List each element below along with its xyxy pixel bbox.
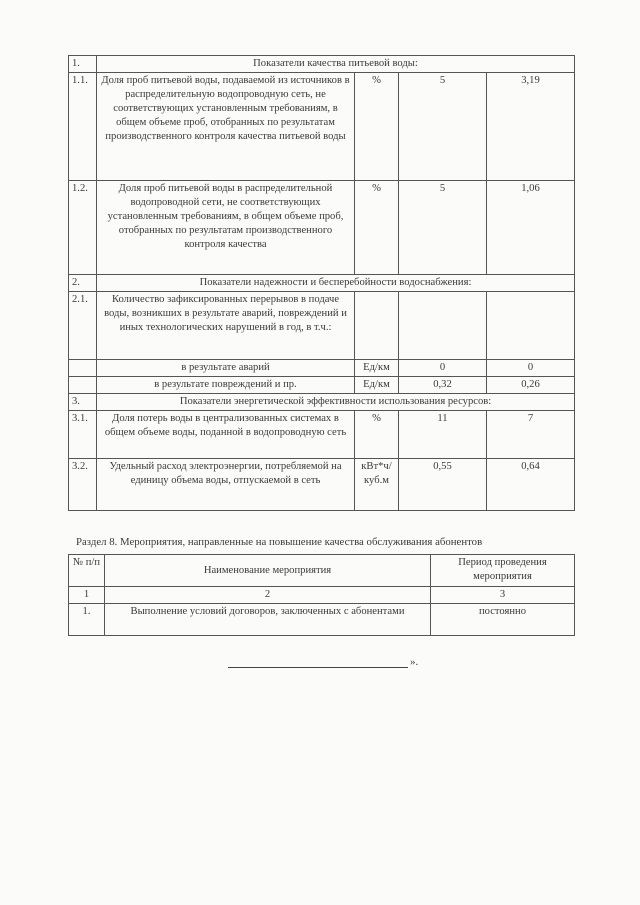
measure-number: 1. (69, 604, 105, 636)
indicator-row (69, 181, 575, 275)
indicator-unit (355, 292, 399, 360)
section-title: Показатели надежности и бесперебойности водоснабжения: (97, 275, 575, 292)
indicator-value-2: 7 (487, 411, 575, 459)
indicator-number (69, 377, 97, 394)
measure-name: Выполнение условий договоров, заключенных с абонентами (105, 604, 431, 636)
section-row (69, 275, 575, 292)
column-number-3: 3 (431, 587, 575, 604)
indicators-table (68, 55, 575, 511)
indicator-value-1: 11 (399, 411, 487, 459)
closing-quote: ». (410, 656, 419, 668)
indicator-number (69, 360, 97, 377)
section-title: Показатели качества питьевой воды: (97, 56, 575, 73)
section-number: 3. (69, 394, 97, 411)
measures-table (68, 554, 575, 636)
indicator-unit: % (355, 73, 399, 181)
indicator-unit: % (355, 411, 399, 459)
indicator-unit: Ед/км (355, 377, 399, 394)
indicator-value-2: 1,06 (487, 181, 575, 275)
indicator-name: Доля проб питьевой воды, подаваемой из источников в распределительную водопроводную сеть, не соответствующих установленным требованиям, в общем объеме проб, отобранных по результатам производственного контроля качества питьевой воды (97, 73, 355, 181)
section-number: 1. (69, 56, 97, 73)
indicator-value-2: 3,19 (487, 73, 575, 181)
header-period: Период проведения мероприятия (431, 555, 575, 587)
indicator-value-2: 0,64 (487, 459, 575, 511)
indicator-name: Доля проб питьевой воды в распределительной водопроводной сети, не соответствующих установленным требованиям, в общем объеме проб, отобранных по результатам производственного контроля качества (97, 181, 355, 275)
indicator-row (69, 459, 575, 511)
section-8-title: Раздел 8. Мероприятия, направленные на повышение качества обслуживания абонентов (76, 536, 483, 548)
indicator-row (69, 73, 575, 181)
section-row (69, 394, 575, 411)
indicator-name: Доля потерь воды в централизованных системах в общем объеме воды, поданной в водопроводную сеть (97, 411, 355, 459)
signature-line (228, 667, 408, 668)
column-number-1: 1 (69, 587, 105, 604)
indicator-row (69, 411, 575, 459)
indicator-row (69, 292, 575, 360)
indicator-value-1: 0 (399, 360, 487, 377)
indicator-value-1: 0,32 (399, 377, 487, 394)
indicator-number: 3.1. (69, 411, 97, 459)
indicator-number: 1.2. (69, 181, 97, 275)
section-row (69, 56, 575, 73)
column-numbers-row (69, 587, 575, 604)
indicator-name: Количество зафиксированных перерывов в подаче воды, возникших в результате аварий, повреждений и иных технологических нарушений в год, в т.ч.: (97, 292, 355, 360)
indicator-value-2 (487, 292, 575, 360)
measure-row (69, 604, 575, 636)
header-number: № п/п (69, 555, 105, 587)
indicator-value-1: 5 (399, 73, 487, 181)
indicator-value-2: 0,26 (487, 377, 575, 394)
indicator-row (69, 377, 575, 394)
column-number-2: 2 (105, 587, 431, 604)
indicator-unit: кВт*ч/ куб.м (355, 459, 399, 511)
indicator-value-1: 0,55 (399, 459, 487, 511)
section-number: 2. (69, 275, 97, 292)
indicator-row (69, 360, 575, 377)
indicator-name: в результате аварий (97, 360, 355, 377)
indicator-number: 1.1. (69, 73, 97, 181)
header-measure-name: Наименование мероприятия (105, 555, 431, 587)
measure-period: постоянно (431, 604, 575, 636)
indicator-value-1 (399, 292, 487, 360)
indicator-value-1: 5 (399, 181, 487, 275)
indicator-number: 2.1. (69, 292, 97, 360)
indicator-number: 3.2. (69, 459, 97, 511)
indicator-name: Удельный расход электроэнергии, потребляемой на единицу объема воды, отпускаемой в сеть (97, 459, 355, 511)
indicator-unit: % (355, 181, 399, 275)
indicator-name: в результате повреждений и пр. (97, 377, 355, 394)
measures-header-row (69, 555, 575, 587)
indicator-unit: Ед/км (355, 360, 399, 377)
indicator-value-2: 0 (487, 360, 575, 377)
section-title: Показатели энергетической эффективности использования ресурсов: (97, 394, 575, 411)
